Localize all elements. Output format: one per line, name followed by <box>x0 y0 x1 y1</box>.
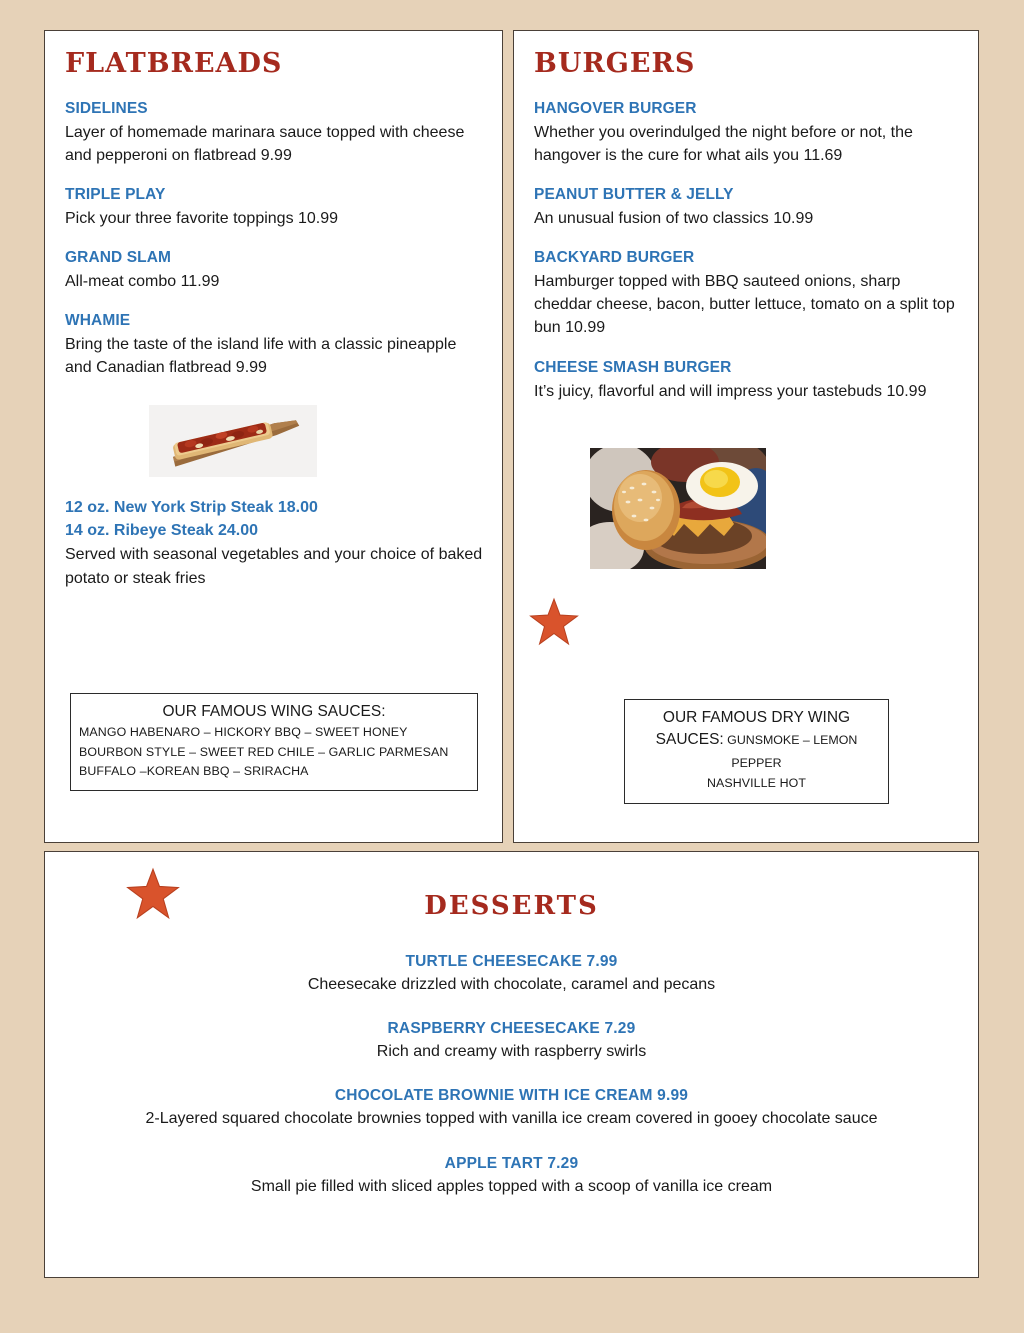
wing-sauces-box <box>70 693 478 791</box>
desserts-title: DESSERTS <box>424 891 599 921</box>
flatbreads-title: FLATBREADS <box>65 48 283 79</box>
menu-item-description: It’s juicy, flavorful and will impress your tastebuds 10.99 <box>534 382 927 400</box>
dessert-item <box>65 1155 958 1198</box>
menu-item-name: CHEESE SMASH BURGER <box>534 358 732 376</box>
star-icon <box>529 597 579 647</box>
flatbreads-content <box>45 31 502 842</box>
menu-item-name: TRIPLE PLAY <box>65 185 166 203</box>
wing-sauces-line: BOURBON STYLE – SWEET RED CHILE – GARLIC PARMESAN <box>79 744 449 759</box>
burgers-panel <box>513 30 979 843</box>
menu-item-name: HANGOVER BURGER <box>534 99 697 117</box>
dessert-item-description: Rich and creamy with raspberry swirls <box>376 1042 647 1060</box>
flatbreads-panel <box>44 30 503 843</box>
desserts-list <box>65 953 958 1199</box>
menu-item <box>534 99 958 167</box>
dessert-item-description: Cheesecake drizzled with chocolate, caramel and pecans <box>307 975 716 993</box>
menu-item-description: Layer of homemade marinara sauce topped with cheese and pepperoni on flatbread 9.99 <box>65 123 465 164</box>
menu-item-name: WHAMIE <box>65 312 131 330</box>
dry-wing-sauces-line3: NASHVILLE HOT <box>706 776 807 791</box>
star-icon <box>125 867 181 921</box>
burger-photo <box>590 448 766 569</box>
dessert-item-name: TURTLE CHEESECAKE 7.99 <box>405 952 618 970</box>
dry-wing-sauces-box <box>624 699 889 804</box>
dessert-item <box>65 1087 958 1130</box>
menu-item-description: Hamburger topped with BBQ sauteed onions, sharp cheddar cheese, bacon, butter lettuce, tomato on a split top bun 10.99 <box>534 273 955 337</box>
steak-line-nystrip: 12 oz. New York Strip Steak 18.00 <box>65 499 318 516</box>
dry-wing-sauces-list: GUNSMOKE – LEMON PEPPER <box>723 733 858 770</box>
dessert-item-name: APPLE TART 7.29 <box>444 1154 579 1172</box>
menu-item-name: BACKYARD BURGER <box>534 249 695 267</box>
menu-item <box>534 185 958 230</box>
wing-sauces-line: MANGO HABENARO – HICKORY BBQ – SWEET HONEY <box>79 725 408 740</box>
wing-sauces-title: OUR FAMOUS WING SAUCES: <box>162 703 386 720</box>
dessert-item <box>65 1020 958 1063</box>
dessert-item <box>65 953 958 996</box>
menu-item-name: SIDELINES <box>65 99 148 117</box>
menu-item-name: GRAND SLAM <box>65 249 172 267</box>
menu-item <box>65 185 482 230</box>
menu-item <box>65 248 482 293</box>
steak-line-ribeye: 14 oz. Ribeye Steak 24.00 <box>65 521 258 539</box>
steak-description: Served with seasonal vegetables and your choice of baked potato or steak fries <box>65 546 483 587</box>
dry-wing-sauces-title-line1: OUR FAMOUS DRY WING <box>662 709 851 726</box>
dry-wing-sauces-title-line2 <box>633 729 880 774</box>
menu-item <box>65 311 482 379</box>
menu-item-description: All-meat combo 11.99 <box>65 273 220 291</box>
burgers-content <box>514 31 978 842</box>
flatbread-photo <box>149 405 317 477</box>
menu-item-description: An unusual fusion of two classics 10.99 <box>534 209 814 227</box>
menu-item-description: Pick your three favorite toppings 10.99 <box>65 209 339 227</box>
dry-wing-sauces-prefix: SAUCES: <box>655 731 724 749</box>
wing-sauces-line: BUFFALO –KOREAN BBQ – SRIRACHA <box>79 763 309 778</box>
burgers-title: BURGERS <box>534 48 696 79</box>
menu-item <box>534 358 958 403</box>
steak-section <box>65 497 485 590</box>
desserts-content <box>45 852 978 1277</box>
dessert-item-name: CHOCOLATE BROWNIE WITH ICE CREAM 9.99 <box>334 1087 689 1105</box>
menu-item <box>65 99 482 167</box>
dessert-item-description: 2-Layered squared chocolate brownies topped with vanilla ice cream covered in gooey chocolate sauce <box>145 1110 878 1128</box>
menu-item-description: Whether you overindulged the night before or not, the hangover is the cure for what ails you 11.69 <box>534 123 913 164</box>
menu-item <box>534 248 958 339</box>
dessert-item-description: Small pie filled with sliced apples topped with a scoop of vanilla ice cream <box>250 1177 773 1195</box>
menu-item-name: PEANUT BUTTER & JELLY <box>534 185 734 203</box>
desserts-panel <box>44 851 979 1278</box>
dessert-item-name: RASPBERRY CHEESECAKE 7.29 <box>387 1019 636 1037</box>
menu-item-description: Bring the taste of the island life with a classic pineapple and Canadian flatbread 9.99 <box>65 336 457 377</box>
